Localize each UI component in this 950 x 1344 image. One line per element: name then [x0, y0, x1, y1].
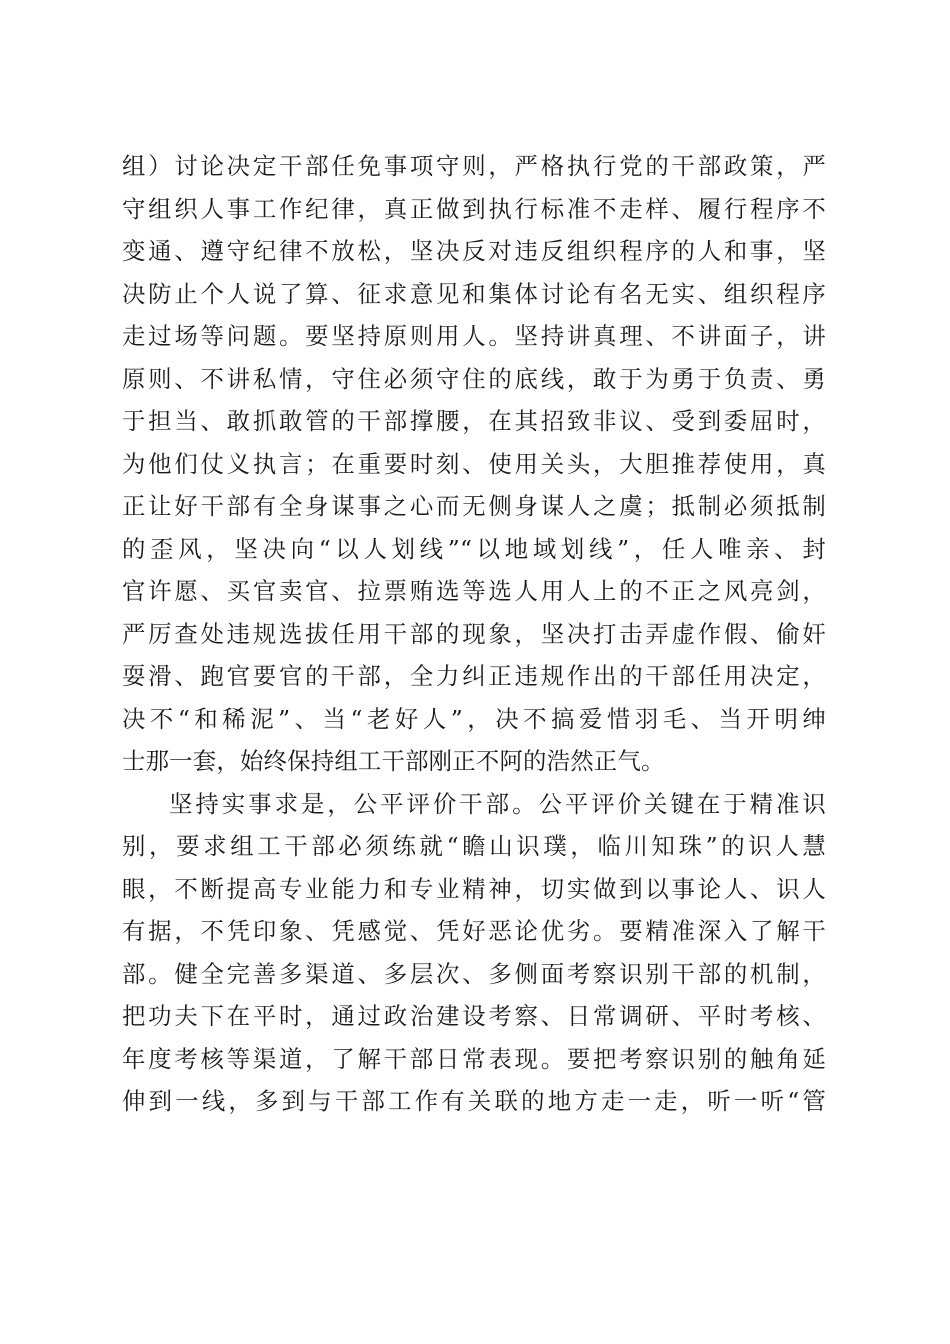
text-line: 为他们仗义执言；在重要时刻、使用关头，大胆推荐使用，真: [122, 449, 826, 478]
text-line: 有据，不凭印象、凭感觉、凭好恶论优劣。要精准深入了解干: [122, 917, 826, 945]
text-line: 于担当、敢抓敢管的干部撑腰，在其招致非议、受到委屈时，: [122, 407, 826, 435]
text-line: 部。健全完善多渠道、多层次、多侧面考察识别干部的机制，: [122, 959, 826, 988]
text-line: 正让好干部有全身谋事之心而无侧身谋人之虞；抵制必须抵制: [122, 492, 826, 520]
text-line: 伸到一线，多到与干部工作有关联的地方走一走，听一听“管: [122, 1087, 826, 1115]
text-line: 年度考核等渠道，了解干部日常表现。要把考察识别的触角延: [122, 1044, 826, 1073]
text-line: 严厉查处违规选拔任用干部的现象，坚决打击弄虚作假、偷奸: [122, 619, 826, 648]
text-line: 走过场等问题。要坚持原则用人。坚持讲真理、不讲面子，讲: [122, 322, 826, 350]
text-line: 守组织人事工作纪律，真正做到执行标准不走样、履行程序不: [122, 194, 826, 223]
text-line: 决防止个人说了算、征求意见和集体讨论有名无实、组织程序: [122, 279, 826, 308]
text-line: 官许愿、买官卖官、拉票贿选等选人用人上的不正之风亮剑，: [122, 577, 826, 605]
text-line: 的歪风，坚决向“以人划线”“以地域划线”，任人唯亲、封: [122, 534, 826, 563]
text-line: 原则、不讲私情，守住必须守住的底线，敢于为勇于负责、勇: [122, 364, 826, 393]
text-line: 把功夫下在平时，通过政治建设考察、日常调研、平时考核、: [122, 1002, 826, 1030]
text-line: 眼，不断提高专业能力和专业精神，切实做到以事论人、识人: [122, 874, 826, 903]
paragraph-end-line: 士那一套，始终保持组工干部刚正不阿的浩然正气。: [122, 747, 665, 775]
paragraph-start-line: 坚持实事求是，公平评价干部。公平评价关键在于精准识: [169, 789, 826, 818]
text-line: 变通、遵守纪律不放松，坚决反对违反组织程序的人和事，坚: [122, 237, 826, 265]
text-line: 组）讨论决定干部任免事项守则，严格执行党的干部政策，严: [122, 152, 826, 180]
text-line: 别，要求组工干部必须练就“瞻山识璞，临川知珠”的识人慧: [122, 832, 826, 860]
text-line: 决不“和稀泥”、当“老好人”，决不搞爱惜羽毛、当开明绅: [122, 704, 826, 733]
text-line: 耍滑、跑官要官的干部，全力纠正违规作出的干部任用决定，: [122, 662, 826, 690]
body-text: [122, 145, 826, 1123]
